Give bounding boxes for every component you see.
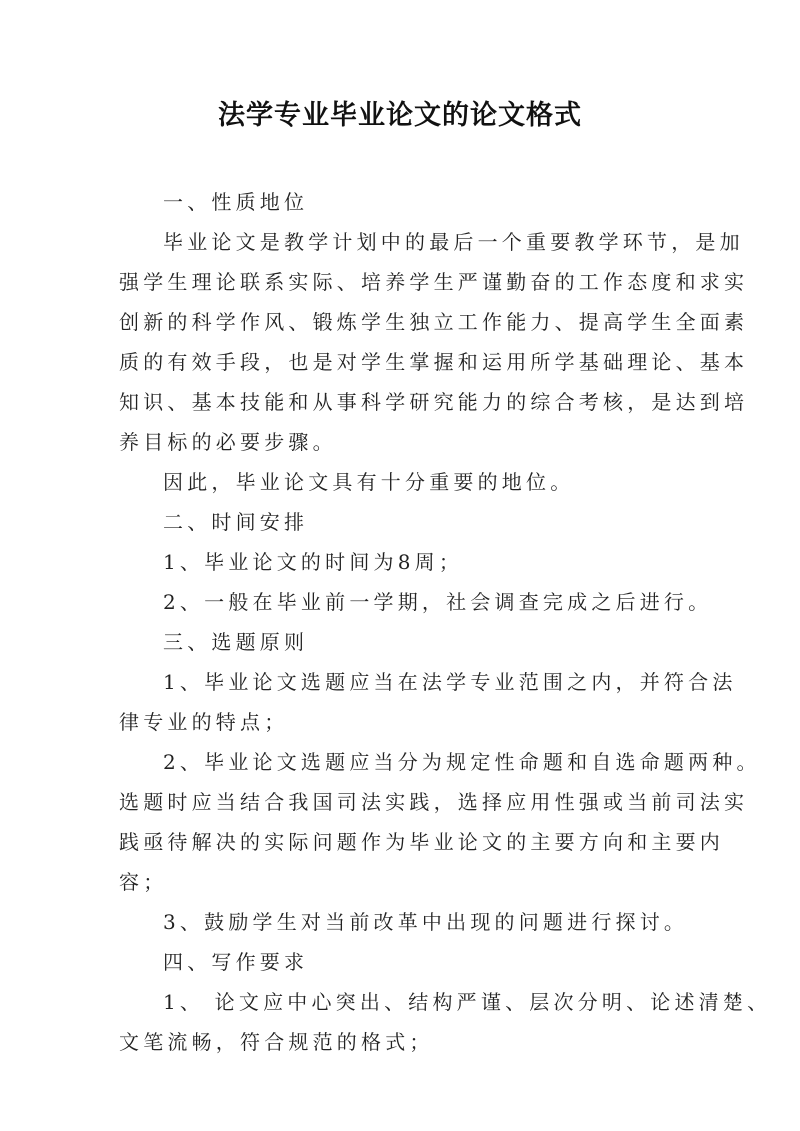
paragraph-line: 创新的科学作风、锻炼学生独立工作能力、提高学生全面素 [119, 310, 749, 334]
paragraph-line: 因此，毕业论文具有十分重要的地位。 [163, 470, 575, 494]
list-item: 2、一般在毕业前一学期，社会调查完成之后进行。 [163, 590, 713, 614]
paragraph-line: 知识、基本技能和从事科学研究能力的综合考核，是达到培 [119, 390, 749, 414]
list-item-continuation: 容； [119, 870, 168, 894]
list-item: 1、毕业论文的时间为8周； [163, 550, 464, 574]
section-heading-topic-principles: 三、选题原则 [163, 630, 309, 654]
section-heading-nature: 一、性质地位 [163, 190, 309, 214]
paragraph-line: 强学生理论联系实际、培养学生严谨勤奋的工作态度和求实 [119, 270, 749, 294]
list-item-continuation: 践亟待解决的实际问题作为毕业论文的主要方向和主要内 [119, 830, 724, 854]
list-item: 3、鼓励学生对当前改革中出现的问题进行探讨。 [163, 910, 689, 934]
list-item: 1、毕业论文选题应当在法学专业范围之内，并符合法 [163, 670, 737, 694]
list-item: 2、毕业论文选题应当分为规定性命题和自选命题两种。 [163, 750, 761, 774]
list-item-continuation: 律专业的特点； [119, 710, 289, 734]
list-item-continuation: 文笔流畅，符合规范的格式； [119, 1030, 434, 1054]
paragraph-line: 质的有效手段，也是对学生掌握和运用所学基础理论、基本 [119, 350, 749, 374]
paragraph-line: 毕业论文是教学计划中的最后一个重要教学环节，是加 [163, 230, 744, 254]
paragraph-line: 养目标的必要步骤。 [119, 430, 337, 454]
section-heading-writing-requirements: 四、写作要求 [163, 950, 309, 974]
list-item: 1、 论文应中心突出、结构严谨、层次分明、论述清楚、 [163, 990, 772, 1014]
section-heading-schedule: 二、时间安排 [163, 510, 309, 534]
list-item-continuation: 选题时应当结合我国司法实践，选择应用性强或当前司法实 [119, 790, 749, 814]
document-title: 法学专业毕业论文的论文格式 [218, 100, 582, 131]
